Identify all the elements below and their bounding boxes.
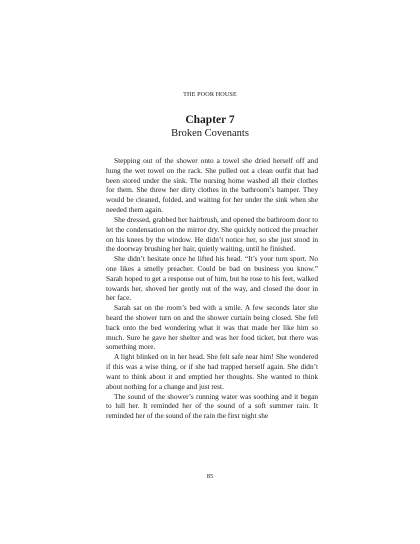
paragraph: Stepping out of the shower onto a towel she dried herself off and hung the wet towel on the rack. She pulled out a clean outfit that had been stored under the sink. The nursing home washed all their clothes for them. She threw her dirty clothes in the bathroom’s hamper. They would be cleaned, folded, and waiting for her under the sink when she needed them again. — [106, 156, 318, 215]
paragraph: A light blinked on in her head. She felt safe near him! She wondered if this was a wise thing, or if she had trapped herself again. She didn’t want to think about it and emptied her thoughts. She wanted to think about nothing for a change and just rest. — [106, 352, 318, 391]
chapter-title: Broken Covenants — [171, 128, 249, 139]
paragraph: She dressed, grabbed her hairbrush, and opened the bathroom door to let the condensation on the mirror dry. She quickly noticed the preacher on his knees by the window. He didn’t notice her, so she just stood in the doorway brushing her hair, quietly waiting, until he finished. — [106, 214, 318, 254]
page-number: 85 — [206, 473, 214, 480]
chapter-number: Chapter 7 — [185, 114, 235, 126]
running-head: THE POOR HOUSE — [183, 91, 237, 98]
paragraph: Sarah sat on the room’s bed with a smile. A few seconds later she heard the shower turn on and the shower curtain being closed. She fell back onto the bed wondering what it was that made her like him so much. Sure he gave her shelter and was her food ticket, but there was something more. — [106, 303, 318, 352]
paragraph: The sound of the shower’s running water was soothing and it began to lull her. It reminded her of the sound of a soft summer rain. It reminded her of the sound of the rain the first night she — [106, 391, 318, 421]
paragraph: She didn’t hesitate once he lifted his head. “It’s your turn sport. No one likes a smelly preacher. Could be bad on business you know.” Sarah hoped to get a response out of him, but he rose to his feet, walked towards her, shoved her gently out of the way, and closed the door in her face. — [106, 254, 318, 303]
chapter-body — [106, 156, 318, 421]
